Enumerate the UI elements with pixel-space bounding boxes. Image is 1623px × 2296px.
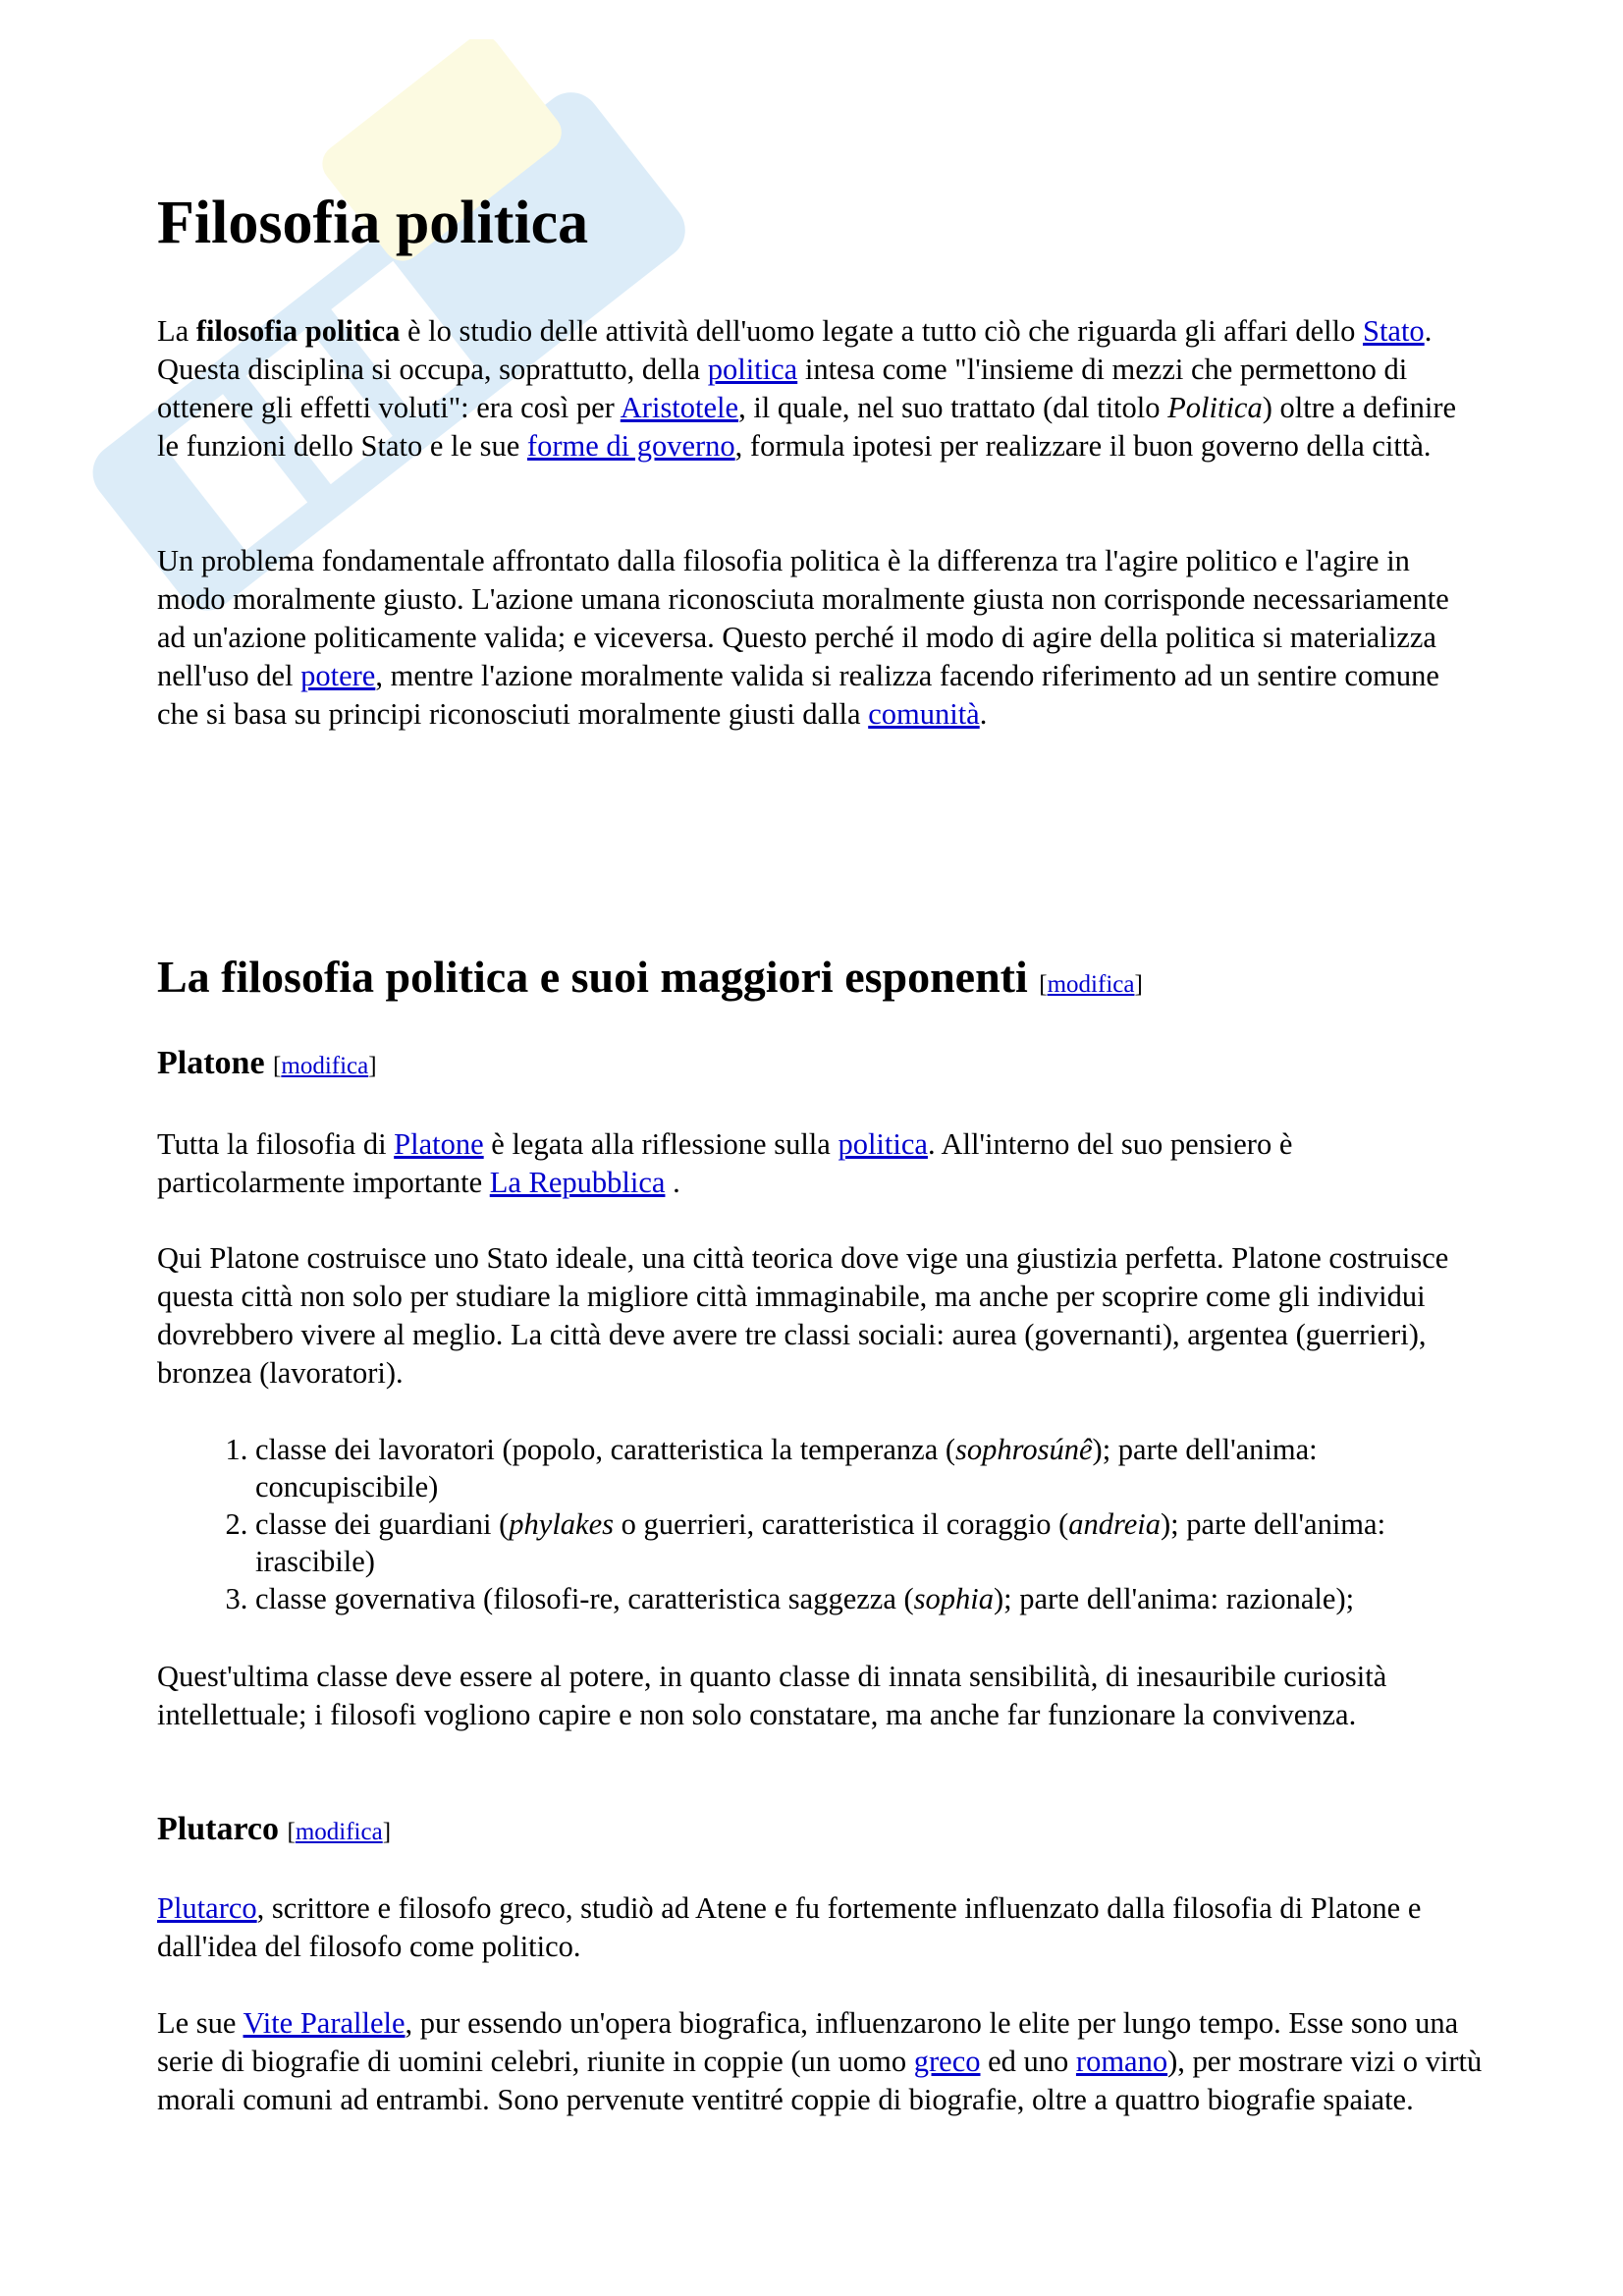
platone-heading: Platone [modifica] bbox=[157, 1045, 377, 1081]
list-item: 2. classe dei guardiani (phylakes o guerrieri, caratteristica il coraggio (andreia); parte dell'anima: irascibile) bbox=[255, 1505, 1483, 1580]
platone-paragraph-1: Tutta la filosofia di Platone è legata alla riflessione sulla politica. All'interno del suo pensiero è particolarmente importante La Repubblica . bbox=[157, 1127, 1293, 1199]
edit-platone: [modifica] bbox=[273, 1053, 377, 1079]
link-politica[interactable]: politica bbox=[707, 353, 798, 386]
classes-list bbox=[157, 1431, 1483, 1617]
page-title: Filosofia politica bbox=[157, 190, 589, 256]
link-stato[interactable]: Stato bbox=[1362, 314, 1425, 348]
plutarco-heading: Plutarco [modifica] bbox=[157, 1811, 392, 1847]
link-plutarco[interactable]: Plutarco bbox=[157, 1891, 257, 1925]
link-forme-di-governo[interactable]: forme di governo bbox=[526, 429, 735, 463]
platone-paragraph-3: Quest'ultima classe deve essere al potere, in quanto classe di innata sensibilità, di inesauribile curiosità intellettuale; i filosofi vogliono capire e non solo constatare, ma anche far funzionare la convivenza. bbox=[157, 1660, 1387, 1731]
link-romano[interactable]: romano bbox=[1075, 2045, 1168, 2078]
list-item: 1. classe dei lavoratori (popolo, caratteristica la temperanza (sophrosúnê); parte dell'anima: concupiscibile) bbox=[255, 1431, 1483, 1505]
section-heading: La filosofia politica e suoi maggiori esponenti [modifica] bbox=[157, 952, 1143, 1002]
intro-paragraph-1: La filosofia politica è lo studio delle attività dell'uomo legate a tutto ciò che riguarda gli affari dello Stato. Questa disciplina si occupa, soprattutto, della politica intesa come "l'insieme di mezzi che permettono di ottenere gli effetti voluti": era così per Aristotele, il quale, nel suo trattato (dal titolo Politica) oltre a definire le funzioni dello Stato e le sue forme di governo, formula ipotesi per realizzare il buon governo della città. bbox=[157, 314, 1457, 463]
intro-paragraph-2: Un problema fondamentale affrontato dalla filosofia politica è la differenza tra l'agire politico e l'agire in modo moralmente giusto. L'azione umana riconosciuta moralmente giusta non corrisponde necessariamente ad un'azione politicamente valida; e viceversa. Questo perché il modo di agire della politica si materializza nell'uso del potere, mentre l'azione moralmente valida si realizza facendo riferimento ad un sentire comune che si basa su principi riconosciuti moralmente giusti dalla comunità. bbox=[157, 544, 1449, 731]
edit-link[interactable]: modifica bbox=[295, 1819, 383, 1845]
link-aristotele[interactable]: Aristotele bbox=[620, 391, 739, 424]
edit-link[interactable]: modifica bbox=[1047, 971, 1135, 998]
edit-link[interactable]: modifica bbox=[281, 1053, 369, 1079]
link-politica-2[interactable]: politica bbox=[838, 1127, 928, 1161]
link-greco[interactable]: greco bbox=[913, 2045, 981, 2078]
link-comunita[interactable]: comunità bbox=[868, 697, 980, 731]
link-potere[interactable]: potere bbox=[300, 659, 376, 692]
edit-plutarco: [modifica] bbox=[287, 1819, 392, 1845]
link-vite-parallele[interactable]: Vite Parallele bbox=[243, 2006, 406, 2040]
edit-section: [modifica] bbox=[1039, 971, 1143, 998]
plutarco-paragraph-1: Plutarco, scrittore e filosofo greco, studiò ad Atene e fu fortemente influenzato dalla filosofia di Platone e dall'idea del filosofo come politico. bbox=[157, 1891, 1422, 1963]
list-item: 3. classe governativa (filosofi-re, caratteristica saggezza (sophia); parte dell'anima: razionale); bbox=[255, 1580, 1483, 1617]
platone-paragraph-2: Qui Platone costruisce uno Stato ideale, una città teorica dove vige una giustizia perfetta. Platone costruisce questa città non solo per studiare la migliore città immaginabile, ma anche per scoprire come gli individui dovrebbero vivere al meglio. La città deve avere tre classi sociali: aurea (governanti), argentea (guerrieri), bronzea (lavoratori). bbox=[157, 1241, 1449, 1390]
link-platone[interactable]: Platone bbox=[394, 1127, 484, 1161]
plutarco-paragraph-2: Le sue Vite Parallele, pur essendo un'opera biografica, influenzarono le elite per lungo tempo. Esse sono una serie di biografie di uomini celebri, riunite in coppie (un uomo greco ed uno romano), per mostrare vizi o virtù morali comuni ad entrambi. Sono pervenute ventitré coppie di biografie, oltre a quattro biografie spaiate. bbox=[157, 2006, 1483, 2116]
link-la-repubblica[interactable]: La Repubblica bbox=[489, 1166, 666, 1199]
